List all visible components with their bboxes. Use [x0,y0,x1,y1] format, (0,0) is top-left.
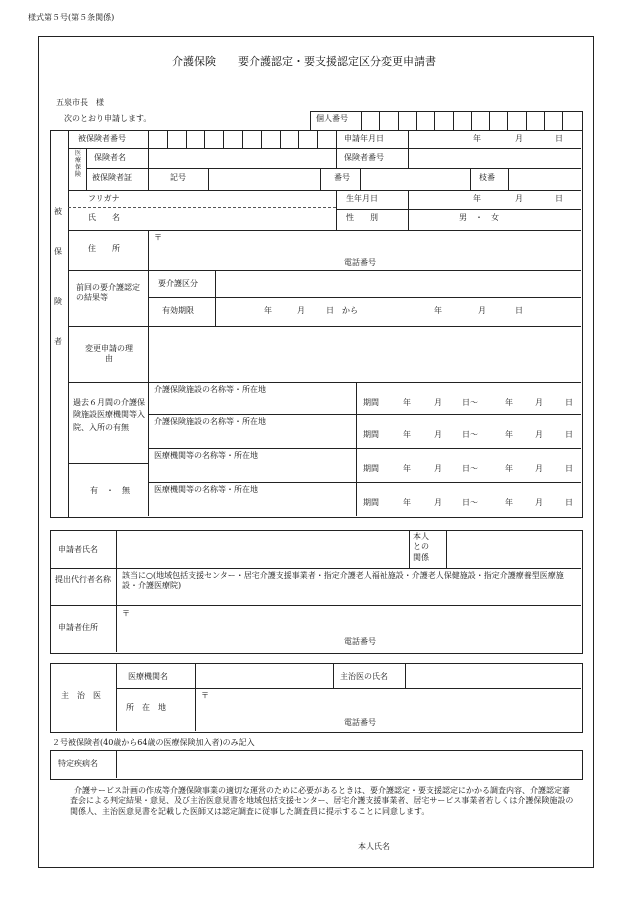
to-day-label: 日 [515,306,523,315]
period-to-day: 日 [565,430,573,439]
period-from-year: 年 [403,464,411,473]
period-from-year: 年 [403,498,411,507]
period-to-month: 月 [535,498,543,507]
shimei-label: 氏 名 [88,213,120,222]
period-to-day: 日 [565,398,573,407]
doctor-tel-label: 電話番号 [344,718,376,727]
period-from-day: 日〜 [462,398,478,407]
kikan-label: 期間 [363,464,379,473]
medical-ins-label: 医 療 保 険 [74,150,81,178]
birth-day-label: 日 [555,194,563,203]
kara-label: から [342,306,358,315]
daiko-label: 提出代行者名称 [55,575,111,584]
jusho-label: 住 所 [88,244,120,253]
side-char-3: 険 [54,297,62,306]
kojin-cell-divider [526,111,527,130]
kojin-cell-divider [416,111,417,130]
period-to-year: 年 [505,464,513,473]
shinsei-year-label: 年 [473,134,481,143]
tel-label: 電話番号 [344,258,376,267]
side-char-1: 被 [54,207,62,216]
kojin-cell-divider [398,111,399,130]
to-month-label: 月 [478,306,486,315]
kojin-bango-box [310,111,583,131]
iryo-kikan-label: 医療機関名 [128,672,168,681]
birth-year-label: 年 [473,194,481,203]
yuko-kigen-label: 有効期限 [162,306,194,315]
form-title: 介護保険 要介護認定・要支援認定区分変更申請書 [172,55,436,68]
hihokensha-bango-label: 被保険者番号 [78,134,126,143]
period-to-year: 年 [505,498,513,507]
hokensha-bango-label: 保険者番号 [344,153,384,162]
period-from-month: 月 [434,498,442,507]
shozaichi-label: 所 在 地 [126,703,166,712]
from-year-label: 年 [264,306,272,315]
period-to-day: 日 [565,498,573,507]
period-to-year: 年 [505,430,513,439]
submitter-postal-mark: 〒 [122,609,130,618]
nyusho-label: 過去６月間の介護保険施設医療機関等入院、入所の有無 [73,398,145,432]
seinengappi-label: 生年月日 [346,194,378,203]
shuji-i-label: 主 治 医 [61,691,101,700]
kojin-cell-divider [544,111,545,130]
form-number: 様式第５号(第５条関係) [28,13,115,22]
shuji-i-shimei-label: 主治医の氏名 [340,672,388,681]
kojin-cell-divider [471,111,472,130]
period-from-day: 日〜 [462,430,478,439]
henko-riyu-label: 変更申請の理由 [85,344,133,363]
hokensha-mei-label: 保険者名 [94,153,126,162]
period-from-year: 年 [403,430,411,439]
yokaigo-kubun-label: 要介護区分 [158,279,198,288]
edaban-label: 枝番 [479,173,495,182]
period-to-month: 月 [535,464,543,473]
side-char-2: 保 [54,247,62,256]
ari-nashi-label[interactable]: 有 ・ 無 [90,486,130,495]
category2-note: ２号被保険者(40歳から64歳の医療保険加入者)のみ記入 [52,738,255,747]
period-to-year: 年 [505,398,513,407]
daiko-text[interactable]: 該当に○(地域包括支援センター・居宅介護支援事業者・指定介護老人福祉施設・介護老人保健施設・指定介護療養型医療施設・介護医療院) [122,571,564,590]
kojin-cell-divider [453,111,454,130]
kojin-cell-divider [507,111,508,130]
intro-text: 次のとおり申請します。 [64,114,152,123]
hiho-cell-divider [204,130,205,148]
gender-options[interactable]: 男 ・ 女 [459,213,499,222]
tokutei-box [50,750,583,780]
kojin-bango-label: 個人番号 [316,114,348,123]
shinsei-date-label: 申請年月日 [344,134,384,143]
period-from-year: 年 [403,398,411,407]
submitter-section [50,530,583,654]
from-day-label: 日 [326,306,334,315]
hiho-cell-divider [167,130,168,148]
shinsei-day-label: 日 [555,134,563,143]
kojin-cell-divider [379,111,380,130]
period-to-day: 日 [565,464,573,473]
period-from-day: 日〜 [462,464,478,473]
doctor-postal-mark: 〒 [201,691,209,700]
shinseisha-shimei-label: 申請者氏名 [58,545,98,554]
from-month-label: 月 [297,306,305,315]
hihokensha-sho-label: 被保険者証 [92,173,132,182]
bangou-label: 番号 [334,173,350,182]
period-to-month: 月 [535,398,543,407]
hiho-cell-divider [242,130,243,148]
kojin-cell-divider [489,111,490,130]
kikan-label: 期間 [363,498,379,507]
period-to-month: 月 [535,430,543,439]
birth-month-label: 月 [515,194,523,203]
addressee: 五泉市長 様 [56,98,104,107]
submitter-tel-label: 電話番号 [344,637,376,646]
facility-name-label: 医療機関等の名称等・所在地 [154,485,258,494]
period-from-month: 月 [434,398,442,407]
shinseisha-jusho-label: 申請者住所 [58,623,98,632]
hiho-cell-divider [298,130,299,148]
facility-name-label: 介護保険施設の名称等・所在地 [154,417,266,426]
facility-name-label: 医療機関等の名称等・所在地 [154,451,258,460]
furigana-label: フリガナ [88,194,120,203]
shinsei-month-label: 月 [515,134,523,143]
hiho-cell-divider [261,130,262,148]
zenkai-label: 前回の要介護認定の結果等 [76,283,140,302]
side-char-4: 者 [54,337,62,346]
to-year-label: 年 [434,306,442,315]
tokutei-shippei-label: 特定疾病名 [58,759,98,768]
kikan-label: 期間 [363,398,379,407]
period-from-month: 月 [434,464,442,473]
postal-mark: 〒 [154,233,162,242]
period-from-day: 日〜 [462,498,478,507]
honnin-kankei-label: 本人 との 関係 [413,532,429,562]
kojin-cell-divider [562,111,563,130]
kikan-label: 期間 [363,430,379,439]
consent-text: 介護サービス計画の作成等介護保険事業の適切な運営のために必要があるときは、要介護認定・要支援認定にかかる調査内容、介護認定審査会による判定結果・意見、及び主治医意見書を地域包括支援センター、居宅介護支援事業者、居宅サービス事業者若しくは介護保険施設の関係人、主治医意見書を記載した医師又は認定調査に従事した調査員に提示することに同意します。 [70,786,574,816]
honnin-shimei-label: 本人氏名 [358,842,390,851]
kojin-cell-divider [434,111,435,130]
hiho-cell-divider [317,130,318,148]
facility-name-label: 介護保険施設の名称等・所在地 [154,385,266,394]
seibetsu-label: 性 別 [346,213,378,222]
kigou-label: 記号 [170,173,186,182]
hiho-cell-divider [280,130,281,148]
period-from-month: 月 [434,430,442,439]
hiho-cell-divider [186,130,187,148]
hiho-cell-divider [223,130,224,148]
hihokensha-section [50,130,583,518]
